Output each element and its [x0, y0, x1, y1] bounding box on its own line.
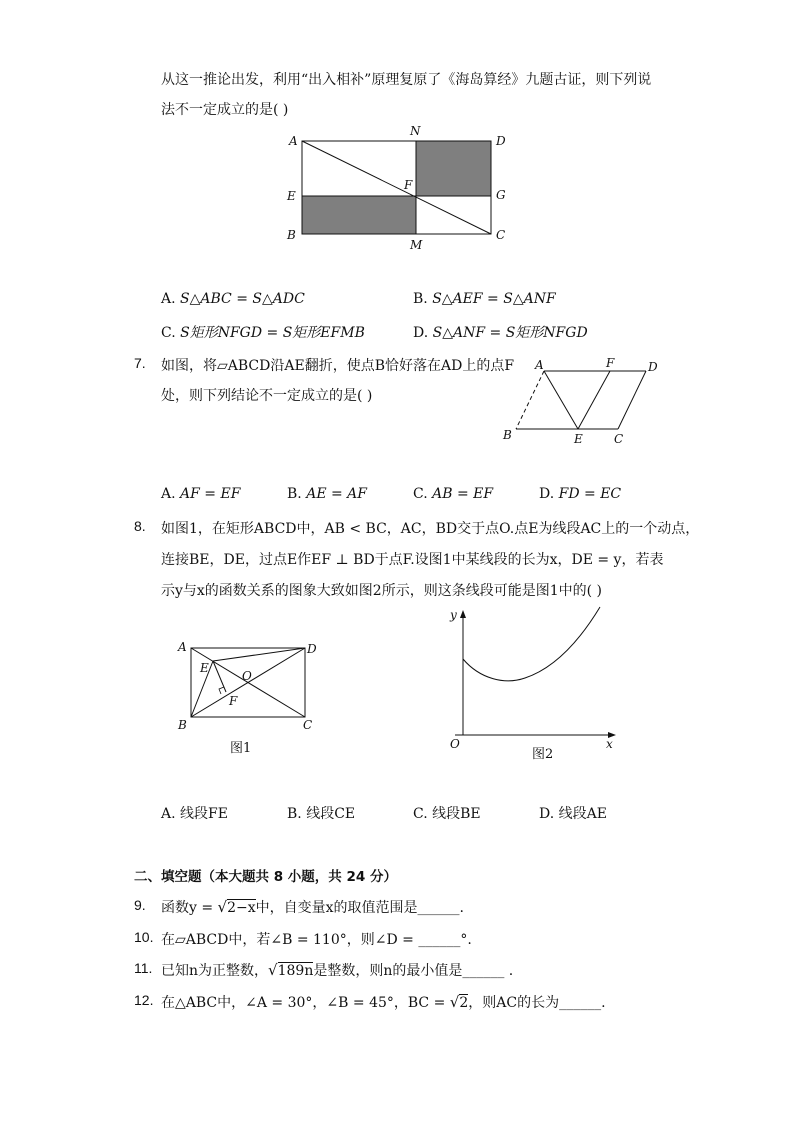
- section-2-title: 二、填空题（本大题共 8 小题，共 24 分）: [134, 869, 397, 885]
- label-G: G: [496, 188, 506, 202]
- q11-number: 11.: [134, 960, 153, 976]
- label-F: F: [229, 694, 238, 708]
- q8-figure-1: [170, 635, 330, 760]
- q7-figure: [495, 355, 670, 450]
- q10-text: 在▱ABCD中，若∠B = 110°，则∠D = ______°.: [161, 932, 472, 948]
- q7-option-b: B. AE = AF: [287, 486, 367, 502]
- label-O: O: [242, 669, 252, 683]
- q12-text: 在△ABC中，∠A = 30°，∠B = 45°，BC = √2，则AC的长为______.: [161, 993, 606, 1011]
- label-M: M: [410, 238, 423, 252]
- label-y: y: [450, 608, 457, 622]
- shaded-rect-efmb: [302, 196, 416, 234]
- label-C: C: [496, 228, 506, 242]
- shaded-rect-nfgd: [416, 141, 491, 196]
- label-A: A: [178, 640, 187, 654]
- label-B: B: [178, 718, 187, 732]
- q8-number: 8.: [134, 518, 146, 534]
- label-D: D: [648, 360, 658, 374]
- label-B: B: [287, 228, 296, 242]
- q7-stem-line1: 如图，将▱ABCD沿AE翻折，使点B恰好落在AD上的点F: [161, 358, 515, 374]
- label-E: E: [574, 432, 583, 446]
- fig1-caption: 图1: [230, 741, 252, 756]
- q8-option-c: C. 线段BE: [413, 806, 481, 822]
- q9-text: 函数y = √2−x中，自变量x的取值范围是______.: [161, 898, 465, 916]
- q7-option-d: D. FD = EC: [539, 486, 622, 502]
- label-E: E: [200, 661, 209, 675]
- label-O: O: [450, 737, 460, 751]
- q11-text: 已知n为正整数，√189n是整数，则n的最小值是______ .: [161, 961, 514, 979]
- q7-option-c: C. AB = EF: [413, 486, 494, 502]
- y-axis-arrow: [460, 610, 466, 618]
- q8-option-d: D. 线段AE: [539, 806, 607, 822]
- side-dc: [618, 371, 646, 429]
- label-C: C: [303, 718, 313, 732]
- label-D: D: [307, 642, 317, 656]
- label-C: C: [614, 432, 624, 446]
- q10-number: 10.: [134, 929, 154, 945]
- q6-option-b: B. S△AEF = S△ANF: [413, 291, 556, 307]
- label-E: E: [287, 189, 296, 203]
- label-A: A: [289, 134, 298, 148]
- label-N: N: [410, 124, 421, 138]
- segment-fe: [578, 371, 610, 429]
- label-A: A: [535, 358, 544, 372]
- q12-number: 12.: [134, 992, 154, 1008]
- fold-line-ab: [516, 371, 544, 429]
- fig2-caption: 图2: [532, 747, 554, 762]
- function-curve: [463, 607, 600, 681]
- q8-option-b: B. 线段CE: [287, 806, 356, 822]
- label-F: F: [404, 178, 413, 192]
- q8-figure-2: [440, 600, 630, 770]
- segment-ae: [544, 371, 578, 429]
- label-F: F: [606, 356, 615, 370]
- q6-option-a: A. S△ABC = S△ADC: [161, 291, 305, 307]
- q8-stem-line1: 如图1，在矩形ABCD中，AB < BC，AC，BD交于点O.点E为线段AC上的一个动点，: [161, 521, 700, 537]
- right-angle-mark: [219, 687, 224, 694]
- q7-option-a: A. AF = EF: [161, 486, 241, 502]
- q8-stem-line2: 连接BE，DE，过点E作EF ⊥ BD于点F.设图1中某线段的长为x，DE = y，若表: [161, 552, 664, 568]
- label-B: B: [503, 428, 512, 442]
- q6-stem-line1: 从这一推论出发，利用“出入相补”原理复原了《海岛算经》九题古证，则下列说: [161, 72, 652, 88]
- segment-de: [213, 648, 305, 661]
- q7-stem-line2: 处，则下列结论不一定成立的是( ): [161, 388, 373, 404]
- q7-number: 7.: [134, 355, 146, 371]
- q9-number: 9.: [134, 897, 146, 913]
- q6-option-c: C. S矩形NFGD = S矩形EFMB: [161, 325, 365, 341]
- q6-option-d: D. S△ANF = S矩形NFGD: [413, 325, 588, 341]
- q8-stem-line3: 示y与x的函数关系的图象大致如图2所示，则这条线段可能是图1中的( ): [161, 583, 602, 599]
- label-x: x: [606, 737, 613, 751]
- q6-figure: [280, 122, 520, 257]
- q6-stem-line2: 法不一定成立的是( ): [161, 102, 289, 118]
- label-D: D: [496, 134, 506, 148]
- q8-option-a: A. 线段FE: [161, 806, 228, 822]
